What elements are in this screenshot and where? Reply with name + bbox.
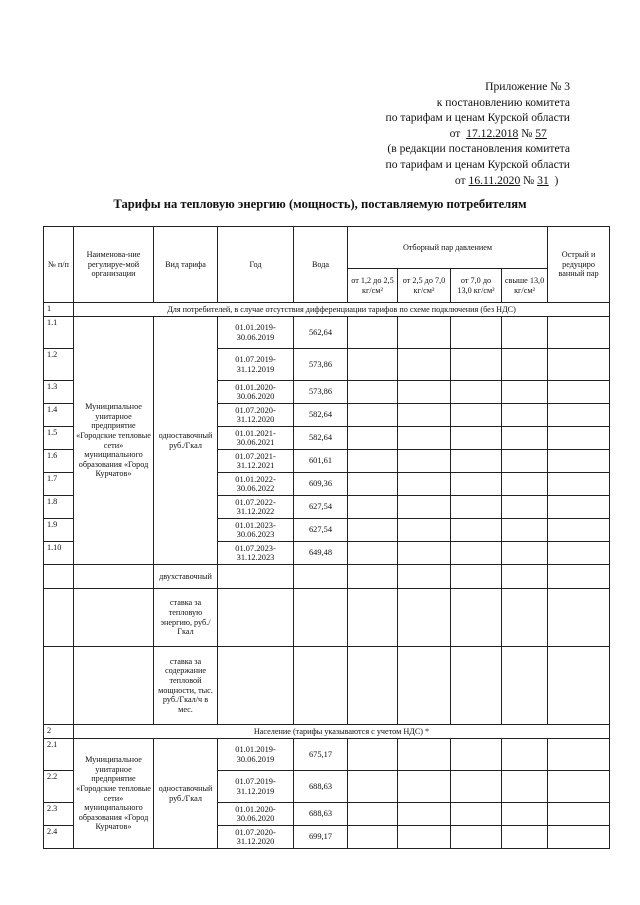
water-value: 601,61 [294,450,348,473]
row-num: 1.7 [44,473,74,496]
period: 01.07.2021-31.12.2021 [218,450,294,473]
period: 01.01.2022-30.06.2022 [218,473,294,496]
header-num: № п/п [44,227,74,303]
appendix-line5: (в редакции постановления комитета [387,142,570,156]
water-value: 573,86 [294,349,348,381]
row-num: 2.1 [44,739,74,771]
appendix-line6: по тарифам и ценам Курской области [385,157,570,171]
org-name: Муниципальное унитарное предприятие «Городские тепловые сети» муниципального образования «Город Курчатов» [74,317,154,565]
row-num: 2.3 [44,803,74,826]
period: 01.01.2023-30.06.2023 [218,519,294,542]
water-value: 699,17 [294,826,348,849]
row-num: 1.9 [44,519,74,542]
row-num: 1.2 [44,349,74,381]
water-value: 675,17 [294,739,348,771]
tariff-table [43,226,610,849]
water-value: 649,48 [294,542,348,565]
water-value: 627,54 [294,519,348,542]
header-hot-water: Острый и редуциро ванный пар [548,227,610,303]
water-value: 582,64 [294,404,348,427]
water-value: 582,64 [294,427,348,450]
page-title: Тарифы на тепловую энергию (мощность), поставляемую потребителям [113,197,527,211]
header-year: Год [218,227,294,303]
row-num: 1.3 [44,381,74,404]
section-2-title: Население (тарифы указываются с учетом НДС) * [74,725,610,739]
period: 01.01.2019-30.06.2019 [218,317,294,349]
org-name: Муниципальное унитарное предприятие «Городские тепловые сети» муниципального образования «Город Курчатов» [74,739,154,849]
header-org: Наименова-ние регулируе-мой организации [74,227,154,303]
section-2-num: 2 [44,725,74,739]
appendix-title: Приложение № 3 [485,80,570,93]
row-num: 1.5 [44,427,74,450]
period: 01.07.2020-31.12.2020 [218,826,294,849]
header-water: Вода [294,227,348,303]
appendix-line2: к постановлению комитета [436,95,570,109]
row-num: 1.10 [44,542,74,565]
period: 01.01.2019-30.06.2019 [218,739,294,771]
appendix-decree-ref: от 17.12.2018 № 57 [449,126,547,140]
period: 01.07.2019-31.12.2019 [218,771,294,803]
water-value: 562,64 [294,317,348,349]
row-num: 1.6 [44,450,74,473]
decree-number: 57 [535,126,547,140]
energy-rate-label: ставка за тепловую энергию, руб./Гкал [154,589,218,647]
header-steam-4: свыше 13,0 кг/см² [502,269,548,303]
period: 01.01.2021-30.06.2021 [218,427,294,450]
appendix-line3: по тарифам и ценам Курской области [385,111,570,125]
water-value: 609,36 [294,473,348,496]
header-steam: Отборный пар давлением [348,227,548,269]
revision-date: 16.11.2020 [468,173,521,187]
header-steam-1: от 1,2 до 2,5 кг/см² [348,269,398,303]
period: 01.01.2020-30.06.2020 [218,381,294,404]
row-num: 2.2 [44,771,74,803]
appendix-revision-ref: от 16.11.2020 № 31 ) [454,173,559,187]
tariff-type: одноставочный руб./Гкал [154,317,218,565]
two-part-tariff-label: двухставочный [154,565,218,589]
revision-number: 31 [537,173,549,187]
tariff-type: одноставочный руб./Гкал [154,739,218,849]
header-tariff-type: Вид тарифа [154,227,218,303]
period: 01.07.2023-31.12.2023 [218,542,294,565]
row-num: 1.4 [44,404,74,427]
water-value: 688,63 [294,803,348,826]
water-value: 627,54 [294,496,348,519]
capacity-rate-label: ставка за содержание тепловой мощности, тыс. руб./Гкал/ч в мес. [154,647,218,725]
period: 01.07.2020-31.12.2020 [218,404,294,427]
water-value: 573,86 [294,381,348,404]
header-steam-3: от 7,0 до 13,0 кг/см² [451,269,502,303]
section-1-title: Для потребителей, в случае отсутствия дифференциации тарифов по схеме подключения (без НДС) [74,303,610,317]
row-num: 1.8 [44,496,74,519]
section-1-num: 1 [44,303,74,317]
appendix-block [270,79,570,188]
water-value: 688,63 [294,771,348,803]
row-num: 2.4 [44,826,74,849]
decree-date: 17.12.2018 [466,126,519,140]
row-num: 1.1 [44,317,74,349]
period: 01.07.2022-31.12.2022 [218,496,294,519]
header-steam-2: от 2,5 до 7,0 кг/см² [398,269,451,303]
period: 01.01.2020-30.06.2020 [218,803,294,826]
period: 01.07.2019-31.12.2019 [218,349,294,381]
